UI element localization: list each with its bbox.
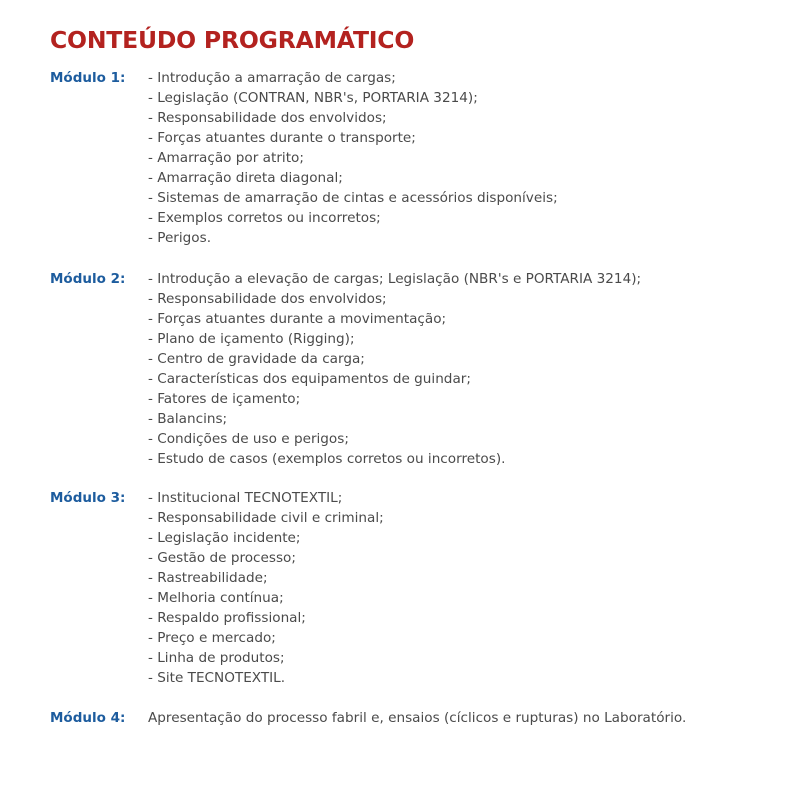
module-1-item: - Forças atuantes durante o transporte; [148, 130, 416, 146]
module-1-item: - Introdução a amarração de cargas; [148, 70, 396, 86]
module-4-text: Apresentação do processo fabril e, ensaios (cíclicos e rupturas) no Laboratório. [148, 710, 687, 726]
module-3-item: - Institucional TECNOTEXTIL; [148, 490, 343, 506]
module-3-item: - Site TECNOTEXTIL. [148, 670, 286, 686]
module-3-item: - Preço e mercado; [148, 630, 276, 646]
module-4-label: Módulo 4: [50, 710, 126, 726]
module-1-label: Módulo 1: [50, 70, 126, 86]
module-3-item: - Gestão de processo; [148, 550, 296, 566]
module-1-item: - Exemplos corretos ou incorretos; [148, 210, 381, 226]
module-2-item: - Estudo de casos (exemplos corretos ou incorretos). [148, 451, 506, 467]
page-title: CONTEÚDO PROGRAMÁTICO [50, 26, 415, 54]
module-3-item: - Respaldo profissional; [148, 610, 306, 626]
module-3-items [148, 488, 384, 688]
module-2-item: - Balancins; [148, 411, 228, 427]
module-3-item: - Legislação incidente; [148, 530, 301, 546]
module-2-item: - Características dos equipamentos de guindar; [148, 371, 471, 387]
module-1-item: - Perigos. [148, 230, 212, 246]
module-2-item: - Plano de içamento (Rigging); [148, 331, 355, 347]
module-2-item: - Introdução a elevação de cargas; Legislação (NBR's e PORTARIA 3214); [148, 271, 642, 287]
module-1-item: - Legislação (CONTRAN, NBR's, PORTARIA 3214); [148, 90, 478, 106]
module-2-item: - Centro de gravidade da carga; [148, 351, 365, 367]
module-2-item: - Fatores de içamento; [148, 391, 301, 407]
module-2-item: - Responsabilidade dos envolvidos; [148, 291, 387, 307]
module-3-item: - Melhoria contínua; [148, 590, 284, 606]
module-3-item: - Rastreabilidade; [148, 570, 268, 586]
module-1-item: - Sistemas de amarração de cintas e acessórios disponíveis; [148, 190, 558, 206]
module-2-items [148, 269, 641, 469]
module-2-item: - Condições de uso e perigos; [148, 431, 349, 447]
module-3-item: - Responsabilidade civil e criminal; [148, 510, 384, 526]
module-1-items [148, 68, 558, 248]
module-3-item: - Linha de produtos; [148, 650, 285, 666]
module-2-item: - Forças atuantes durante a movimentação; [148, 311, 447, 327]
module-3-label: Módulo 3: [50, 490, 126, 506]
module-1-item: - Amarração por atrito; [148, 150, 304, 166]
module-1-item: - Responsabilidade dos envolvidos; [148, 110, 387, 126]
module-2-label: Módulo 2: [50, 271, 126, 287]
module-1-item: - Amarração direta diagonal; [148, 170, 343, 186]
